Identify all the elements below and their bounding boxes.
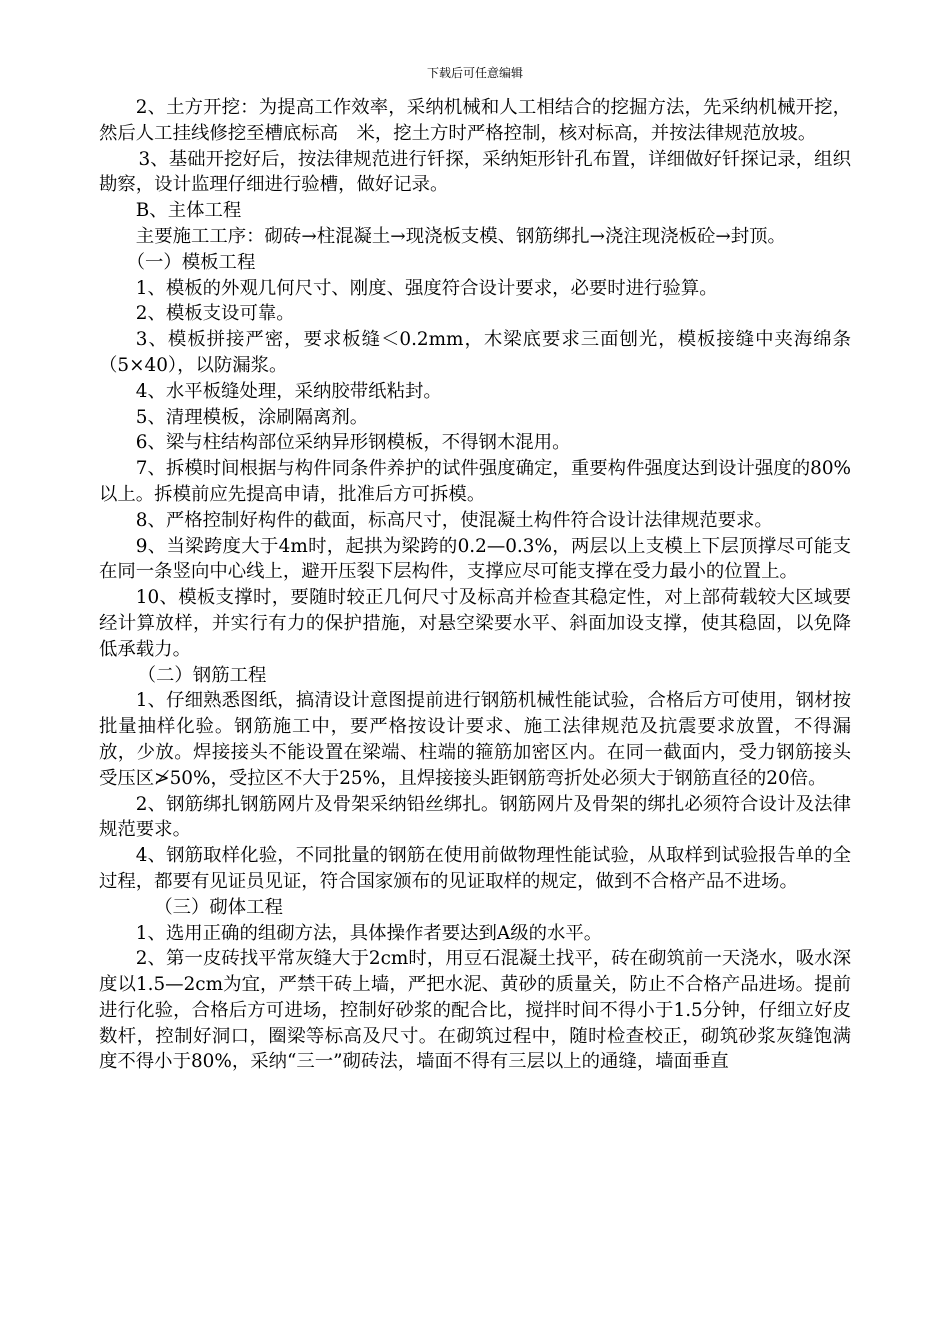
list-item: 8、严格控制好构件的截面，标高尺寸，使混凝土构件符合设计法律规范要求。 [135, 509, 773, 531]
heading-masonry: （三）砌体工程 [154, 896, 283, 918]
list-item: 10、模板支撑时，要随时较正几何尺寸及标高并检查其稳定性，对上部荷载较大区域要经计算放样，并实行有力的保护措施，对悬空梁要水平、斜面加设支撑，使其稳固，以免降低承载力。 [99, 587, 851, 660]
list-item: 1、模板的外观几何尺寸、刚度、强度符合设计要求，必要时进行验算。 [135, 277, 718, 299]
list-item: 4、钢筋取样化验，不同批量的钢筋在使用前做物理性能试验，从取样到试验报告单的全过程，都要有见证员见证，符合国家颁布的见证取样的规定，做到不合格产品不进场。 [99, 845, 851, 892]
heading-formwork: （一）模板工程 [126, 251, 256, 273]
list-item: 2、模板支设可靠。 [135, 303, 295, 325]
list-item: 6、梁与柱结构部位采纳异形钢模板，不得钢木混用。 [135, 432, 571, 454]
heading-main-structure: B、主体工程 [135, 200, 242, 222]
heading-rebar: （二）钢筋工程 [137, 664, 267, 686]
page-header: 下载后可任意编辑 [426, 66, 523, 80]
paragraph-foundation: 3、基础开挖好后，按法律规范进行钎探，采纳矩形针孔布置，详细做好钎探记录，组织勘察，设计监理仔细进行验槽，做好记录。 [99, 148, 851, 196]
list-item: 5、清理模板，涂刷隔离剂。 [135, 406, 369, 428]
list-item: 4、水平板缝处理，采纳胶带纸粘封。 [135, 380, 442, 402]
list-item: 1、仔细熟悉图纸，搞清设计意图提前进行钢筋机械性能试验，合格后方可使用，钢材按批量抽样化验。钢筋施工中，要严格按设计要求、施工法律规范及抗震要求放置，不得漏放，少放。焊接接头不能设置在梁端、柱端的箍筋加密区内。在同一截面内，受力钢筋接头受压区≯50%，受拉区不大于25%，且焊接接头距钢筋弯折处必须大于钢筋直径的20倍。 [99, 690, 851, 789]
list-item: 9、当梁跨度大于4m时，起拱为梁跨的0.2—0.3%，两层以上支模上下层顶撑尽可能支在同一条竖向中心线上，避开压裂下层构件，支撑应尽可能支撑在受力最小的位置上。 [99, 535, 851, 583]
list-item: 1、选用正确的组砌方法，具体操作者要达到A级的水平。 [135, 922, 603, 944]
list-item: 7、拆模时间根据与构件同条件养护的试件强度确定，重要构件强度达到设计强度的80%以上。拆模前应先提高申请，批准后方可拆模。 [99, 458, 851, 505]
list-item: 2、第一皮砖找平常灰缝大于2cm时，用豆石混凝土找平，砖在砌筑前一天浇水，吸水深度以1.5—2cm为宜，严禁干砖上墙，严把水泥、黄砂的质量关，防止不合格产品进场。提前进行化验，合格后方可进场，控制好砂浆的配合比，搅拌时间不得小于1.5分钟，仔细立好皮数杆，控制好洞口，圈梁等标高及尺寸。在砌筑过程中，随时检查校正，砌筑砂浆灰缝饱满度不得小于80%，采纳“三一”砌砖法，墙面不得有三层以上的通缝，墙面垂直 [99, 948, 851, 1073]
list-item: 2、钢筋绑扎钢筋网片及骨架采纳铅丝绑扎。钢筋网片及骨架的绑扎必须符合设计及法律规范要求。 [99, 793, 851, 841]
document-body [99, 95, 851, 1075]
list-item: 3、模板拼接严密，要求板缝＜0.2mm，木梁底要求三面刨光，模板接缝中夹海绵条（5×40），以防漏浆。 [99, 329, 851, 376]
paragraph-earthwork: 2、土方开挖：为提高工作效率，采纳机械和人工相结合的挖掘方法，先采纳机械开挖，然后人工挂线修挖至槽底标高 米，挖土方时严格控制，核对标高，并按法律规范放坡。 [99, 97, 851, 144]
paragraph-main-procedures: 主要施工工序：砌砖→柱混凝土→现浇板支模、钢筋绑扎→浇注现浇板砼→封顶。 [135, 225, 786, 247]
